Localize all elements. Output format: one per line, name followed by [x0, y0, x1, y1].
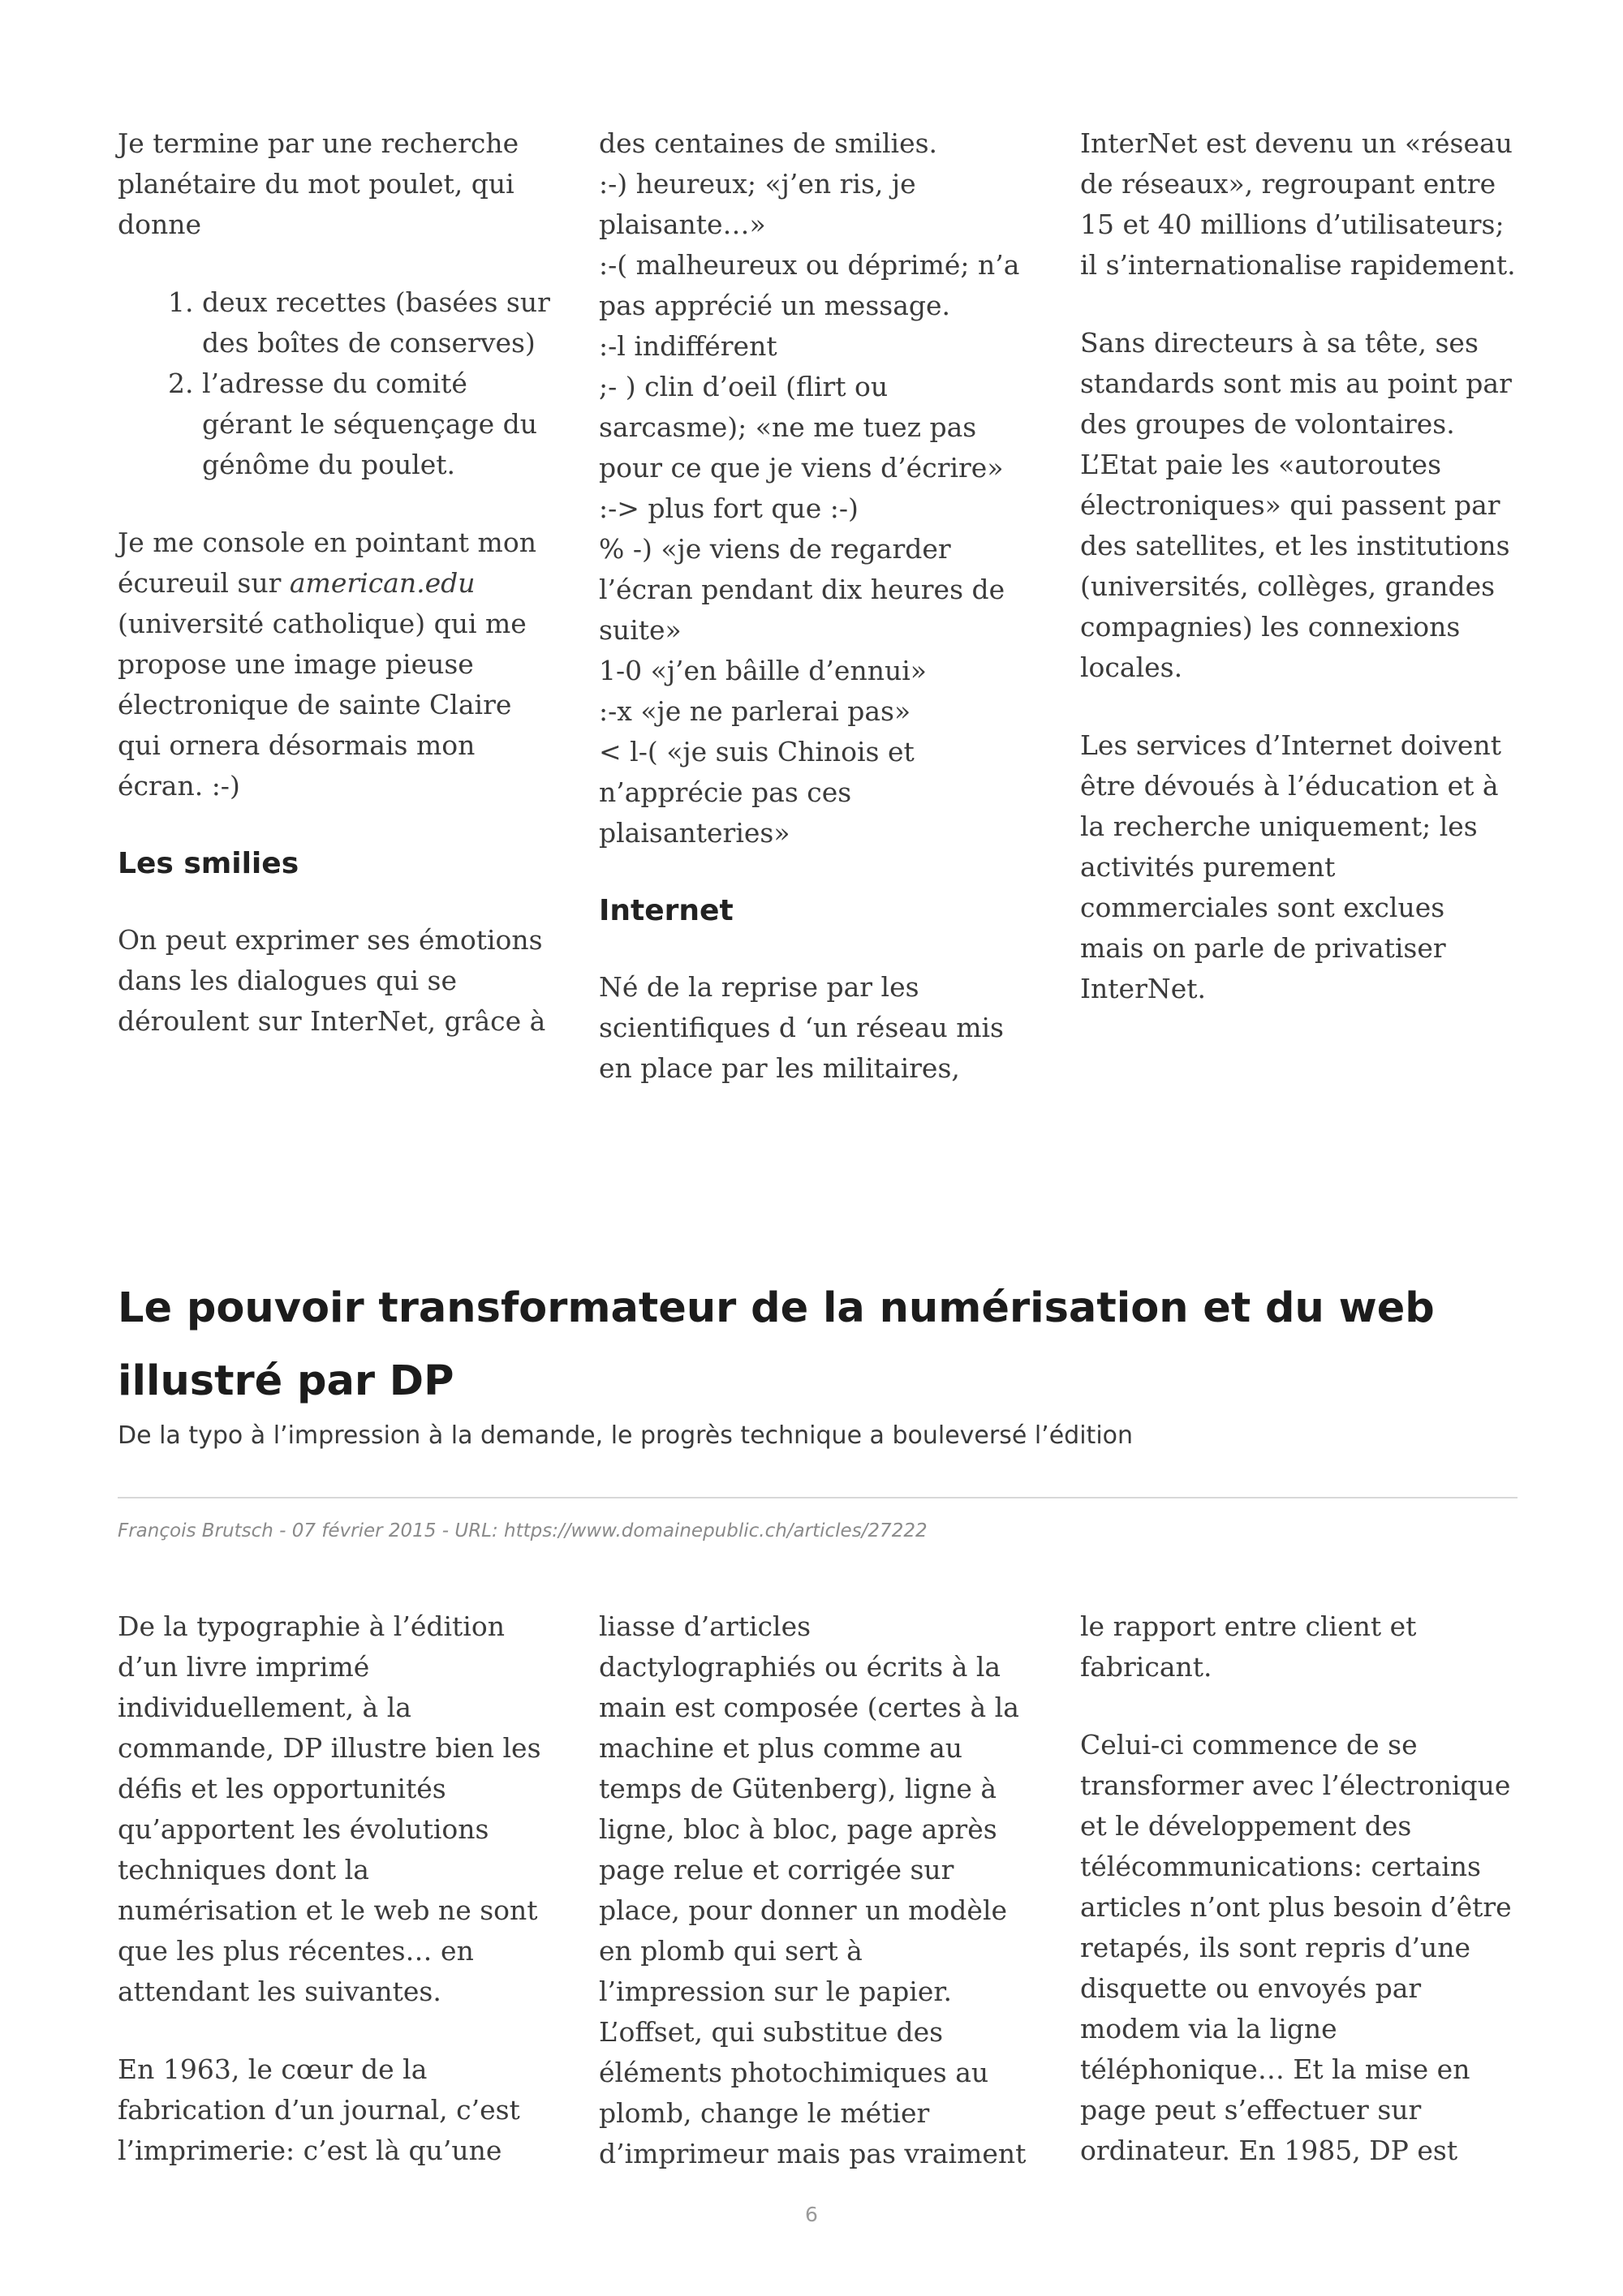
text-span: (université catholique) qui me propose une image pieuse électronique de sainte Claire qui ornera désormais mon écran. :-)	[118, 608, 527, 802]
top-column-3	[1080, 123, 1517, 1126]
paragraph: Je termine par une recherche planétaire du mot poulet, qui donne	[118, 127, 519, 240]
paragraph: En 1963, le cœur de la fabrication d’un journal, c’est l’imprimerie: c’est là qu’une	[118, 2053, 520, 2166]
ordered-list	[118, 282, 554, 485]
paragraph: Sans directeurs à sa tête, ses standards sont mis au point par des groupes de volontaires. L’Etat paie les «autoroutes électroniques» qui passent par des satellites, et les institutions (universités, collèges, grandes compagnies) les connexions locales.	[1080, 327, 1512, 683]
paragraph: On peut exprimer ses émotions dans les dialogues qui se déroulent sur InterNet, grâce à	[118, 924, 546, 1037]
article-subtitle: De la typo à l’impression à la demande, le progrès technique a bouleversé l’édition	[118, 1421, 1134, 1450]
article-column-2	[599, 1606, 1035, 2212]
smiley-line: :-l indifférent	[599, 330, 777, 362]
smiley-line: :-) heureux; «j’en ris, je plaisante…»	[599, 168, 916, 240]
smiley-line: % -) «je viens de regarder l’écran pendant dix heures de suite»	[599, 533, 1005, 646]
smiley-line: :-x «je ne parlerai pas»	[599, 695, 911, 727]
top-columns	[118, 123, 1518, 1126]
paragraph: le rapport entre client et fabricant.	[1080, 1610, 1417, 1683]
smiley-line: ;- ) clin d’oeil (flirt ou sarcasme); «ne me tuez pas pour ce que je viens d’écrire»	[599, 371, 1004, 484]
smiley-line: :-( malheureux ou déprimé; n’a pas apprécié un message.	[599, 249, 1020, 321]
article-column-1	[118, 1606, 554, 2212]
divider	[118, 1497, 1518, 1498]
paragraph: Né de la reprise par les scientifiques d ‘un réseau mis en place par les militaires,	[599, 971, 1004, 1084]
section-heading: Internet	[599, 894, 734, 927]
smiley-line: des centaines de smilies.	[599, 127, 938, 159]
text-span: Je me console en pointant mon écureuil sur	[118, 527, 536, 599]
article-title: Le pouvoir transformateur de la numérisation et du web illustré par DP	[118, 1284, 1435, 1405]
paragraph: Les services d’Internet doivent être dévoués à l’éducation et à la recherche uniquement; les activités purement commerciales sont exclues mais on parle de privatiser InterNet.	[1080, 729, 1501, 1004]
article-byline: François Brutsch - 07 février 2015 - URL: https://www.domainepublic.ch/articles/27222	[118, 1520, 928, 1541]
list-item: 2. l’adresse du comité gérant le séquençage du génôme du poulet.	[202, 363, 554, 485]
paragraph: De la typographie à l’édition d’un livre imprimé individuellement, à la commande, DP illustre bien les défis et les opportunités qu’apportent les évolutions techniques dont la numérisation et le web ne sont que les plus récentes… en attendant les suivantes.	[118, 1610, 541, 2007]
smiley-line: < l-( «je suis Chinois et n’apprécie pas ces plaisanteries»	[599, 736, 915, 849]
page-number: 6	[805, 2203, 818, 2226]
list-item: 1. deux recettes (basées sur des boîtes de conserves)	[202, 282, 554, 363]
paragraph: InterNet est devenu un «réseau de réseaux», regroupant entre 15 et 40 millions d’utilisateurs; il s’internationalise rapidement.	[1080, 127, 1516, 281]
smiley-line: :-> plus fort que :-)	[599, 492, 859, 524]
paragraph	[118, 522, 554, 806]
top-column-1	[118, 123, 554, 1126]
section-heading: Les smilies	[118, 847, 299, 880]
article-column-3	[1080, 1606, 1517, 2212]
article-columns	[118, 1606, 1518, 2212]
smiley-line: 1-0 «j’en bâille d’ennui»	[599, 655, 927, 686]
domain-link[interactable]: american.edu	[289, 567, 476, 599]
paragraph: Celui-ci commence de se transformer avec l’électronique et le développement des télécommunications: certains articles n’ont plus besoin d’être retapés, ils sont repris d’une disquette ou envoyés par modem via la ligne téléphonique… Et la mise en page peut s’effectuer sur ordinateur. En 1985, DP est	[1080, 1729, 1512, 2166]
paragraph: liasse d’articles dactylographiés ou écrits à la main est composée (certes à la machine et plus comme au temps de Gütenberg), ligne à ligne, bloc à bloc, page après page relue et corrigée sur place, pour donner un modèle en plomb qui sert à l’impression sur le papier. L’offset, qui substitue des éléments photochimiques au plomb, change le métier d’imprimeur mais pas vraiment	[599, 1610, 1027, 2169]
top-column-2	[599, 123, 1035, 1126]
